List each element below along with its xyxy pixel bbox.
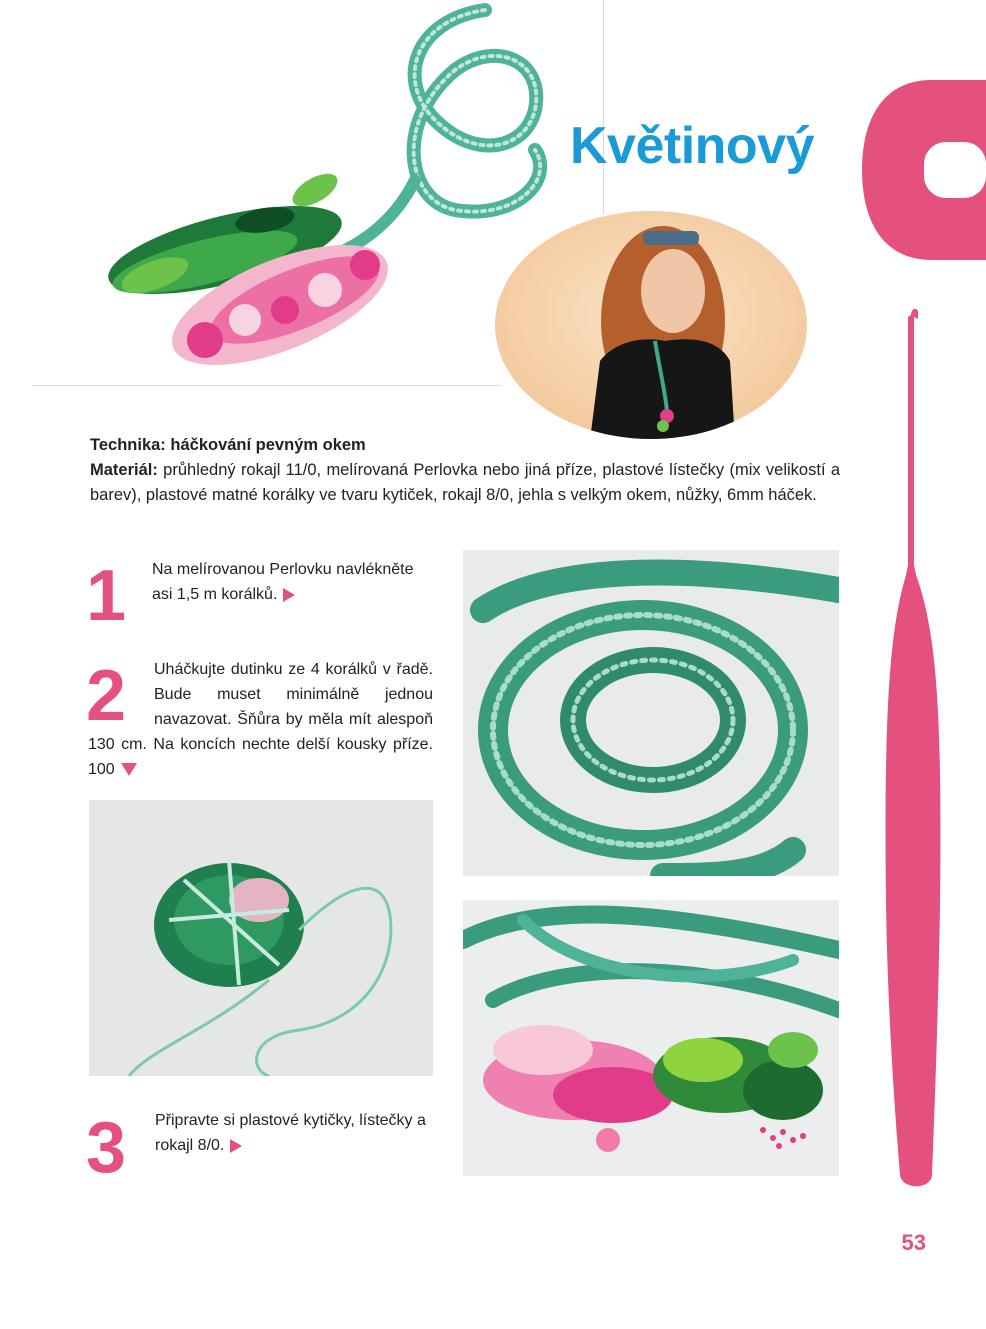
material-line bbox=[90, 458, 840, 508]
page-number: 53 bbox=[901, 1230, 926, 1255]
continue-arrow-icon bbox=[283, 588, 295, 602]
vertical-divider bbox=[603, 0, 604, 215]
step-3-number: 3 bbox=[86, 1108, 127, 1188]
page-title: Květinový bbox=[570, 117, 815, 175]
technique-value: háčkování pevným okem bbox=[170, 436, 366, 454]
down-arrow-icon bbox=[121, 763, 137, 776]
step-2-number-gap bbox=[86, 656, 154, 736]
technique-line bbox=[90, 433, 840, 458]
technique-label: Technika: bbox=[90, 436, 166, 454]
materials-intro bbox=[90, 433, 840, 508]
step-2-text bbox=[88, 657, 433, 782]
materials-photo bbox=[463, 900, 839, 1176]
pink-letter-decoration bbox=[862, 80, 986, 260]
step-3-description: Připravte si plastové kytičky, lístečky a rokajl 8/0. bbox=[155, 1112, 426, 1154]
step-1-number: 1 bbox=[86, 556, 127, 636]
model-portrait-photo bbox=[495, 211, 808, 440]
material-value: průhledný rokajl 11/0, melírovaná Perlovka nebo jiná příze, plastové lístečky (mix velikostí a barev), plastové matné korálky ve tvaru kytiček, rokajl 8/0, jehla s velkým okem, nůžky, 6mm háček. bbox=[90, 461, 840, 504]
crochet-hook-icon bbox=[880, 305, 950, 1195]
step-1-text bbox=[152, 557, 437, 607]
material-label: Materiál: bbox=[90, 461, 158, 479]
continue-arrow-icon bbox=[230, 1139, 242, 1153]
bead-rope-coil-photo bbox=[463, 550, 839, 876]
step-2-description: Uháčkujte dutinku ze 4 korálků v řadě. Bude muset minimálně jednou navazovat. Šňůra by měla mít alespoň 130 cm. Na koncích nechte delší kousky příze. 100 bbox=[88, 661, 433, 778]
step-3-text bbox=[155, 1108, 440, 1158]
crochet-progress-photo bbox=[89, 800, 433, 1076]
step-1-description: Na melírovanou Perlovku navlékněte asi 1,5 m korálků. bbox=[152, 561, 414, 603]
horizontal-divider bbox=[32, 385, 502, 386]
step-2-number: 2 bbox=[86, 656, 127, 736]
